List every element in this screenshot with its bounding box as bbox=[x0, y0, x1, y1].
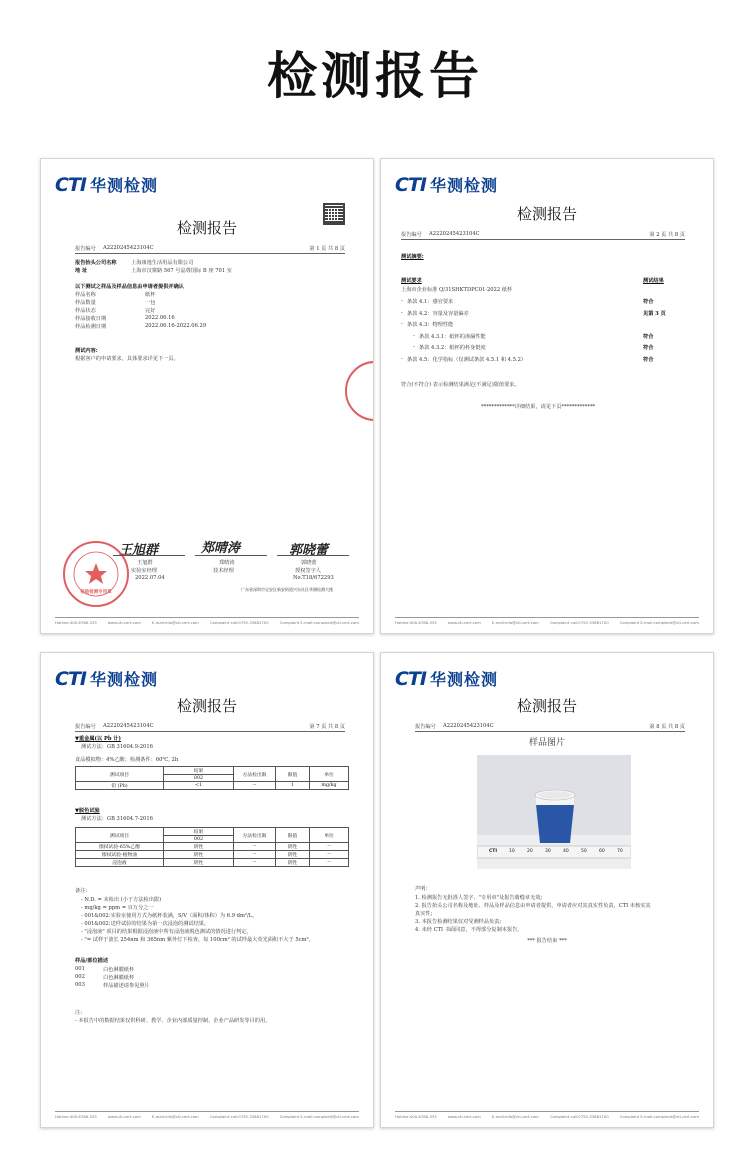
report-page-7 bbox=[40, 652, 374, 1128]
table-cell: 阴性 bbox=[276, 859, 310, 867]
statement-line: 4. 未经 CTI 书面同意，不得部分复制本报告。 bbox=[415, 927, 523, 933]
summary-result: 符合 bbox=[643, 356, 654, 363]
bullet-icon: - bbox=[413, 344, 415, 350]
section-heavy-metal-condition: 食品模拟物：4%乙酸；检测条件：60℃, 2h bbox=[75, 757, 179, 763]
section-decolor-method: 测试方法：GB 31604.7-2016 bbox=[81, 816, 153, 822]
report-date: 2022.07.04 bbox=[135, 575, 165, 581]
address: 上海市汉寨路 567 号晶尊国际 B 座 701 室 bbox=[131, 268, 232, 274]
field-value: 2022.06.16-2022.06.29 bbox=[145, 323, 207, 329]
field-label: 样品状态 bbox=[75, 308, 96, 314]
ruler-label: 60 bbox=[599, 849, 605, 854]
stamp-seal-partial bbox=[345, 361, 374, 421]
official-stamp bbox=[63, 541, 129, 607]
bullet-icon: - bbox=[401, 355, 403, 362]
report-no-label: 报告编号 bbox=[75, 724, 96, 730]
ruler-label: CTI bbox=[489, 849, 498, 854]
col-result: 测试结果 bbox=[643, 278, 664, 284]
lab-address: 广东省深圳市宝安区新安街道兴东社区华测检测大楼 bbox=[241, 587, 333, 592]
note-line: - "浸泡液" 项目的结果根据浸泡液中所有浸泡液脱色测试的情况进行判定。 bbox=[81, 929, 252, 935]
table-cell: 阴性 bbox=[164, 843, 234, 851]
decolor-table: 测试项目 结果 方法检出限 限值 单位 002 擦拭试验-65%乙醇 阴性 -- 阴性 -- 擦拭试验-植物油 阴性 -- 阴性 -- 浸泡液 阴性 -- 阴性 -- bbox=[75, 827, 349, 867]
signer-2-name: 郑晴涛 bbox=[219, 560, 235, 566]
section-heavy-metal-method: 测试方法：GB 31604.9-2016 bbox=[81, 744, 153, 750]
signer-3-role: 授权签字人 bbox=[295, 568, 321, 574]
field-label: 样品数量 bbox=[75, 300, 96, 306]
page-footer: Hotline:400-6788-333 www.cti-cert.com E-mail:info@cti-cert.com Complaint call:0755-33681700 Complaint E-mail:complaint@cti-cert.com bbox=[395, 1111, 699, 1119]
note-line: - 001&002:实验室使用方式为纸杯装满，S/V（面积/体积）为 6.9 dm²/L。 bbox=[81, 913, 258, 919]
note-line: - "= 试样于波长 254nm 和 365nm 紫外灯下检查，每 100cm² 的试样最大荧光面积不大于 5cm²。 bbox=[81, 937, 314, 943]
sample-desc: 白色淋膜纸杯 bbox=[103, 975, 135, 981]
report-title: 检测报告 bbox=[176, 697, 237, 715]
field-value: 一包 bbox=[145, 300, 156, 306]
sample-no: 003 bbox=[75, 982, 85, 988]
field-label: 样品名称 bbox=[75, 292, 96, 298]
sample-no: 002 bbox=[75, 974, 85, 980]
summary-item: 条款 4.2：容量及容量偏差 bbox=[407, 310, 469, 317]
col-requirement: 测试要求 bbox=[401, 278, 422, 284]
detail-note: *************详细结果，请见下页************* bbox=[481, 404, 596, 410]
bullet-icon: - bbox=[401, 298, 403, 304]
report-no: A2220245423104C bbox=[103, 245, 154, 251]
signer-1-role: 实验室经理 bbox=[131, 568, 157, 574]
signer-3-number: No.T18/672293 bbox=[293, 575, 334, 581]
bullet-icon: - bbox=[401, 309, 403, 316]
applicant: 上海康逸生活用品有限公司 bbox=[131, 260, 194, 266]
note-line: - 001&002:送样试验的结果为第一次浸泡的测试结果。 bbox=[81, 921, 210, 927]
page-footer: Hotline:400-6788-333 www.cti-cert.com E-mail:info@cti-cert.com Complaint call:0755-33681700 Complaint E-mail:complaint@cti-cert.com bbox=[395, 617, 699, 625]
remark-heading: 注: bbox=[75, 1010, 82, 1016]
summary-item: 条款 4.3.2：纸杯的杯身挺度 bbox=[419, 345, 486, 351]
statement-heading: 声明: bbox=[415, 886, 428, 892]
field-value: 纸杯 bbox=[145, 292, 156, 298]
report-page-2 bbox=[380, 158, 714, 634]
statement-line: 真实性; bbox=[415, 911, 433, 917]
report-no: A2220245423104C bbox=[443, 723, 494, 729]
report-title: 检测报告 bbox=[516, 697, 577, 715]
page-footer: Hotline:400-6788-333 www.cti-cert.com E-mail:info@cti-cert.com Complaint call:0755-33681700 Complaint E-mail:complaint@cti-cert.com bbox=[55, 1111, 359, 1119]
field-value: 2022.06.16 bbox=[145, 315, 175, 321]
ruler-label: 50 bbox=[581, 849, 587, 854]
table-cell: -- bbox=[234, 843, 276, 851]
table-row bbox=[76, 843, 349, 851]
report-no: A2220245423104C bbox=[429, 231, 480, 237]
table-cell: 铅 (Pb) bbox=[76, 782, 164, 790]
section-decolor: ▼脱色试验 bbox=[75, 808, 100, 814]
signer-1-name: 王旭群 bbox=[137, 560, 153, 566]
summary-result: 符合 bbox=[643, 333, 654, 340]
table-cell: 阴性 bbox=[164, 859, 234, 867]
report-title: 检测报告 bbox=[516, 205, 577, 223]
sample-no: 001 bbox=[75, 966, 85, 972]
cti-logo: CTI 华测检测 bbox=[395, 173, 498, 196]
page-number: 第 7 页 共 8 页 bbox=[309, 724, 345, 730]
sample-photo bbox=[477, 755, 631, 869]
cti-logo: CTI 华测检测 bbox=[55, 173, 158, 196]
report-no-label: 报告编号 bbox=[415, 724, 436, 730]
result-note: 符合(不符合) 表示检测结果满足(不满足)限值要求。 bbox=[401, 382, 520, 388]
signature-2: 郑晴涛 bbox=[201, 541, 241, 556]
table-cell: 阴性 bbox=[164, 851, 234, 859]
page-footer: Hotline:400-6788-333 www.cti-cert.com E-mail:info@cti-cert.com Complaint call:0755-33681700 Complaint E-mail:complaint@cti-cert.com bbox=[55, 617, 359, 625]
summary-item: 条款 4.3：物理性能 bbox=[407, 322, 454, 328]
page-number: 第 1 页 共 8 页 bbox=[309, 246, 345, 252]
samples-heading: 样品/部位描述 bbox=[75, 958, 109, 964]
summary-item: 条款 4.1：感官要求 bbox=[407, 299, 454, 305]
signature-3: 郭晓蕾 bbox=[289, 543, 329, 558]
note-line: - mg/kg = ppm = 百万分之一 bbox=[81, 905, 154, 911]
report-no: A2220245423104C bbox=[103, 723, 154, 729]
bullet-icon: - bbox=[401, 321, 403, 327]
ruler-label: 40 bbox=[563, 849, 569, 854]
table-row bbox=[76, 851, 349, 859]
stamp-star-icon bbox=[66, 544, 126, 604]
sample-heading: 以下测试之样品及样品信息由申请者提供并确认 bbox=[75, 284, 184, 290]
ruler-label: 10 bbox=[509, 849, 515, 854]
table-cell: <1 bbox=[164, 782, 234, 790]
table-cell: -- bbox=[234, 851, 276, 859]
field-value: 完好 bbox=[145, 308, 156, 314]
page-number: 第 8 页 共 8 页 bbox=[649, 724, 685, 730]
heavy-metal-table: 测试项目 结果 方法检出限 限值 单位 002 铅 (Pb) <1 -- 1 mg/kg bbox=[75, 766, 349, 790]
page-title: 检测报告 bbox=[267, 47, 483, 105]
statement-line: 3. 本报告检测结果仅对受测样品负责; bbox=[415, 919, 502, 925]
table-cell: -- bbox=[234, 782, 276, 790]
table-cell: 擦拭试验-65%乙醇 bbox=[76, 843, 164, 851]
applicant-label: 报告抬头公司名称 bbox=[75, 260, 117, 266]
signature-1: 王旭群 bbox=[119, 543, 159, 558]
cti-logo: CTI 华测检测 bbox=[55, 667, 158, 690]
test-text: 根据客户的申请要求，具体要求详见下一页。 bbox=[75, 356, 179, 362]
report-no-label: 报告编号 bbox=[401, 232, 422, 238]
table-cell: 阴性 bbox=[276, 851, 310, 859]
table-cell: 擦拭试验-植物油 bbox=[76, 851, 164, 859]
statement-line: 1. 检测报告无批准人签字、"专用章"及报告骑缝章无效; bbox=[415, 895, 543, 901]
field-label: 样品接收日期 bbox=[75, 316, 107, 322]
test-heading: 测试内容: bbox=[75, 348, 98, 354]
ruler-label: 30 bbox=[545, 849, 551, 854]
summary-result: 见第 3 页 bbox=[643, 310, 666, 317]
summary-result: 符合 bbox=[643, 299, 654, 305]
summary-item: 条款 4.3.1：纸杯的渗漏性能 bbox=[419, 333, 486, 340]
field-label: 样品检测日期 bbox=[75, 324, 107, 330]
table-cell: -- bbox=[234, 859, 276, 867]
stamp-text: 检验检测专用章 bbox=[80, 590, 112, 595]
signer-2-role: 技术经理 bbox=[213, 568, 234, 574]
table-cell: 阴性 bbox=[276, 843, 310, 851]
table-cell: -- bbox=[310, 843, 349, 851]
sample-desc: 样品描述请参见照片 bbox=[103, 983, 150, 989]
remark: - 本报告中的数据结果仅供科研、教学、企业内部质量控制、企业产品研发等目的用。 bbox=[75, 1018, 271, 1024]
table-cell: 1 bbox=[276, 782, 310, 790]
table-cell: -- bbox=[310, 859, 349, 867]
notes-heading: 备注: bbox=[75, 888, 88, 894]
sample-desc: 白色淋膜纸杯 bbox=[103, 967, 135, 973]
statement-line: 2. 报告抬头公司名称及地址、样品及样品信息由申请者提供，申请者应对其真实性负责，CTI 未核实其 bbox=[415, 903, 651, 909]
summary-item: 条款 4.5：化学指标（仅测试条款 4.5.1 和 4.5.2） bbox=[407, 356, 527, 363]
summary-result: 符合 bbox=[643, 345, 654, 351]
cti-logo: CTI 华测检测 bbox=[395, 667, 498, 690]
photo-heading: 样品图片 bbox=[528, 738, 565, 748]
report-title: 检测报告 bbox=[176, 219, 237, 237]
bullet-icon: - bbox=[413, 332, 415, 339]
address-label: 地 址 bbox=[75, 268, 88, 274]
standard: 上海市企业标准 Q/31SHKTDPC01-2022 纸杯 bbox=[401, 287, 513, 293]
report-page-1 bbox=[40, 158, 374, 634]
signer-3-name: 郭晓蕾 bbox=[301, 560, 317, 566]
table-cell: -- bbox=[310, 851, 349, 859]
ruler-label: 70 bbox=[617, 849, 623, 854]
page-number: 第 2 页 共 8 页 bbox=[649, 232, 685, 238]
summary-heading: 测试摘要: bbox=[401, 254, 424, 260]
table-cell: 浸泡液 bbox=[76, 859, 164, 867]
report-no-label: 报告编号 bbox=[75, 246, 96, 252]
note-line: - N.D. = 未检出 (小于方法检出限) bbox=[81, 897, 162, 903]
ruler-label: 20 bbox=[527, 849, 533, 854]
table-row bbox=[76, 859, 349, 867]
report-page-8 bbox=[380, 652, 714, 1128]
table-row bbox=[76, 782, 349, 790]
report-end: *** 报告结束 *** bbox=[527, 938, 567, 944]
table-cell: mg/kg bbox=[310, 782, 349, 790]
section-heavy-metal: ▼重金属(以 Pb 计) bbox=[75, 736, 121, 742]
